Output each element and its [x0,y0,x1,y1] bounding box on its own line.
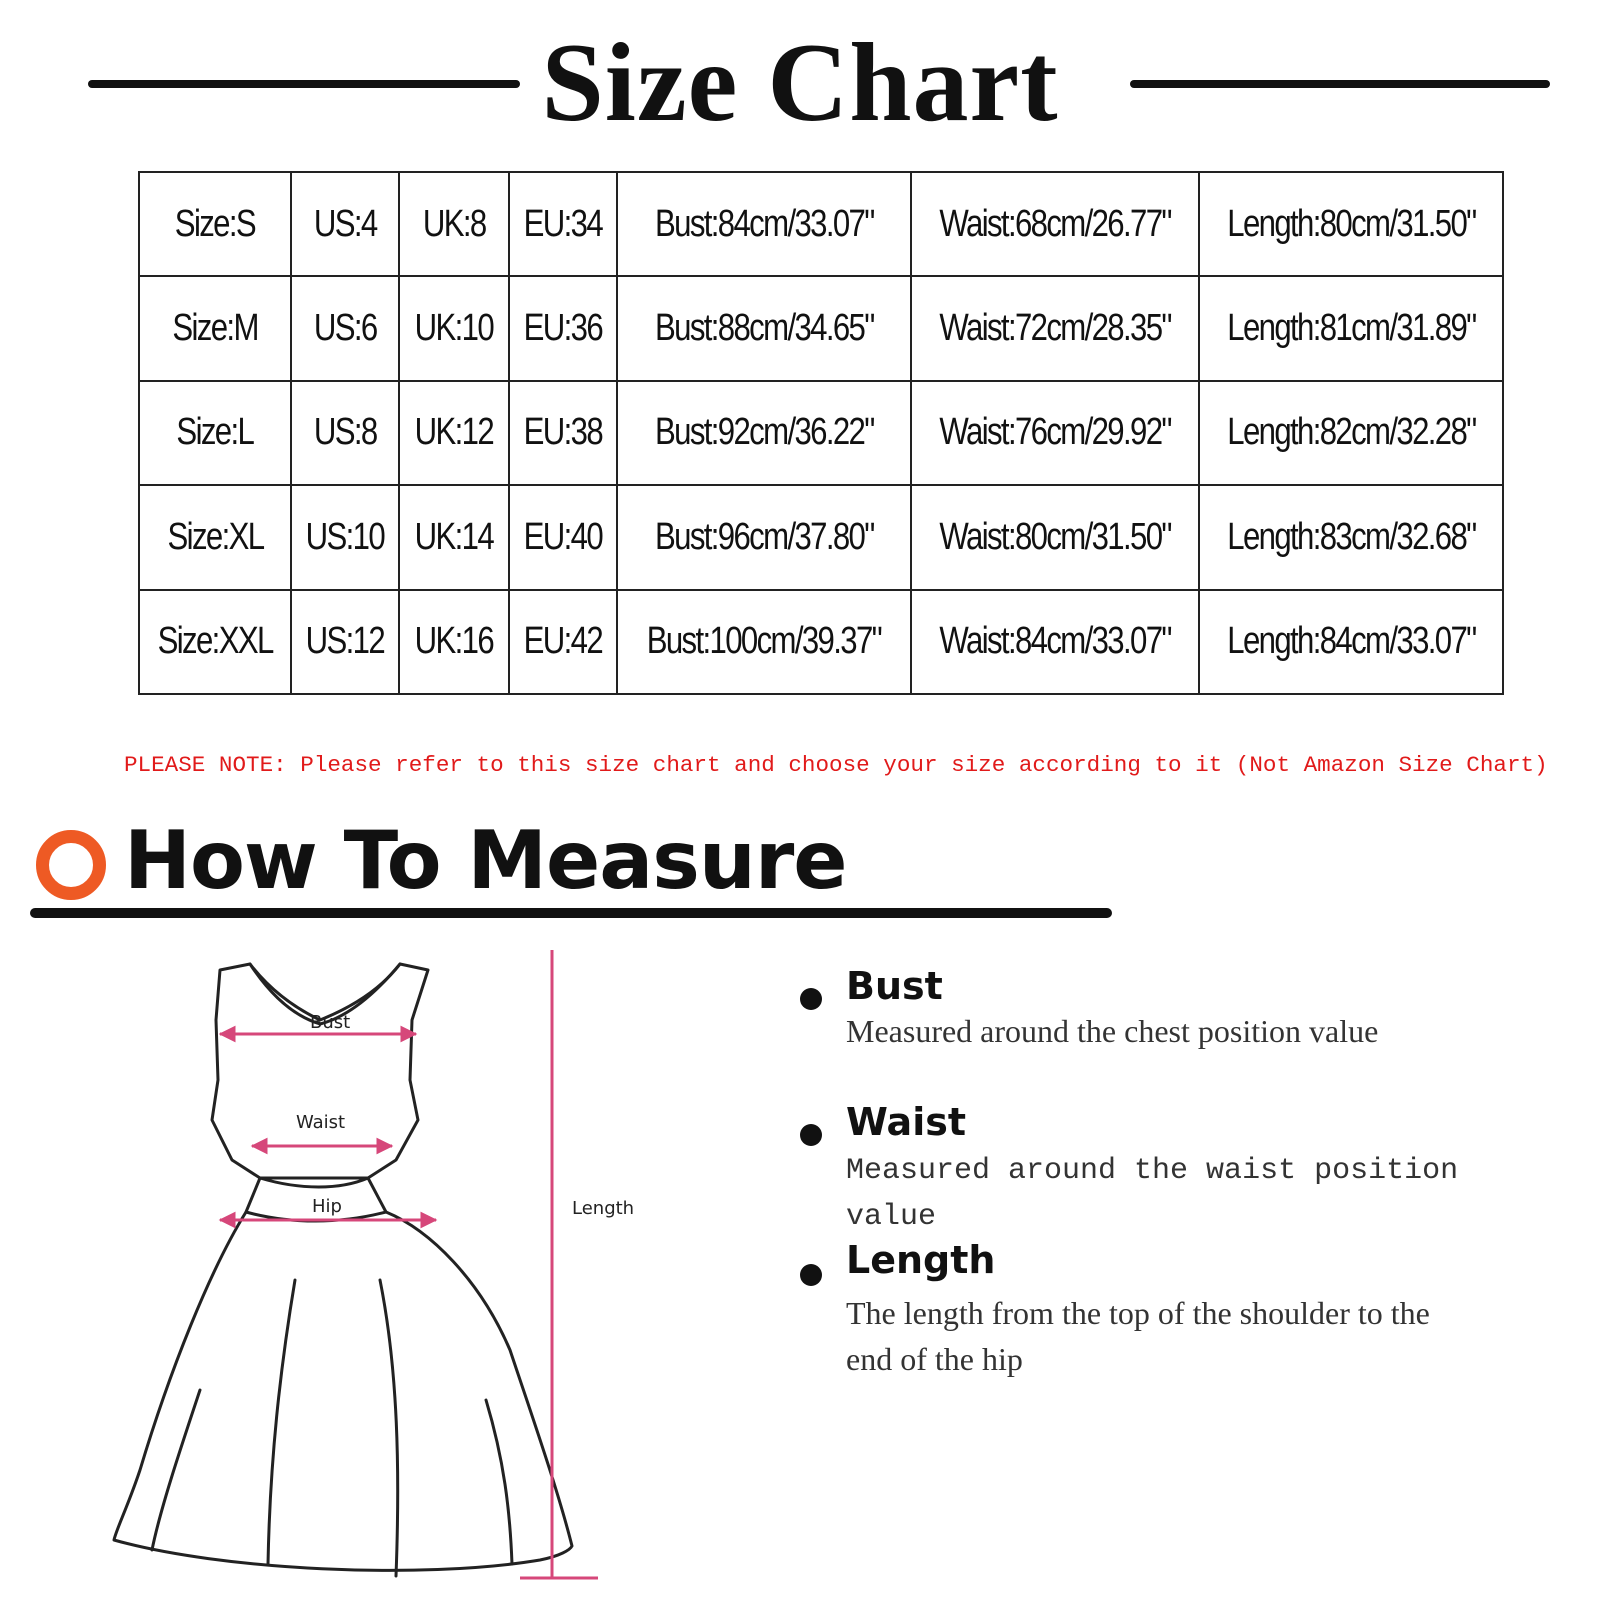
cell-size: Size:S [139,172,291,276]
size-table [138,171,1504,695]
table-row [139,590,1503,694]
table-row [139,485,1503,589]
title-left-rule [88,80,520,88]
legend-desc-bust: Measured around the chest position value [846,1013,1379,1049]
bust-label: Bust [310,1012,351,1033]
cell-size: Size:M [139,276,291,380]
cell-size: Size:XL [139,485,291,589]
cell-eu: EU:38 [509,381,617,485]
bullet-icon [800,988,822,1010]
legend-title-length: Length [846,1238,996,1282]
cell-waist: Waist:68cm/26.77" [911,172,1199,276]
bullet-icon [800,1124,822,1146]
cell-eu: EU:42 [509,590,617,694]
cell-length: Length:84cm/33.07" [1199,590,1503,694]
cell-uk: UK:8 [399,172,509,276]
dress-outline-icon [114,964,572,1576]
cell-waist: Waist:80cm/31.50" [911,485,1199,589]
cell-waist: Waist:72cm/28.35" [911,276,1199,380]
cell-uk: UK:12 [399,381,509,485]
cell-length: Length:81cm/31.89" [1199,276,1503,380]
cell-eu: EU:40 [509,485,617,589]
ring-icon [36,830,106,900]
cell-size: Size:XXL [139,590,291,694]
cell-length: Length:82cm/32.28" [1199,381,1503,485]
legend-title-bust: Bust [846,964,943,1008]
cell-length: Length:80cm/31.50" [1199,172,1503,276]
dress-diagram [100,950,660,1590]
size-chart-note: PLEASE NOTE: Please refer to this size chart and choose your size according to it (Not Amazon Size Chart) [124,752,1548,778]
table-row [139,381,1503,485]
legend-desc-length: The length from the top of the shoulder to the end of the hip [846,1295,1430,1377]
how-to-measure-title: How To Measure [124,814,847,907]
how-to-measure-rule [30,908,1112,918]
cell-uk: UK:14 [399,485,509,589]
table-row [139,172,1503,276]
cell-waist: Waist:76cm/29.92" [911,381,1199,485]
cell-waist: Waist:84cm/33.07" [911,590,1199,694]
cell-us: US:6 [291,276,399,380]
cell-bust: Bust:96cm/37.80" [617,485,911,589]
cell-bust: Bust:92cm/36.22" [617,381,911,485]
hip-label: Hip [312,1196,342,1217]
bullet-icon [800,1264,822,1286]
page-title: Size Chart [541,21,1059,145]
cell-us: US:10 [291,485,399,589]
cell-bust: Bust:88cm/34.65" [617,276,911,380]
cell-us: US:12 [291,590,399,694]
length-label: Length [572,1198,635,1219]
cell-eu: EU:36 [509,276,617,380]
cell-bust: Bust:100cm/39.37" [617,590,911,694]
cell-uk: UK:16 [399,590,509,694]
cell-size: Size:L [139,381,291,485]
cell-eu: EU:34 [509,172,617,276]
cell-us: US:4 [291,172,399,276]
cell-length: Length:83cm/32.68" [1199,485,1503,589]
table-row [139,276,1503,380]
title-right-rule [1130,80,1550,88]
measurement-lines [220,950,598,1578]
legend-title-waist: Waist [846,1100,967,1144]
cell-us: US:8 [291,381,399,485]
waist-label: Waist [296,1112,346,1133]
cell-bust: Bust:84cm/33.07" [617,172,911,276]
cell-uk: UK:10 [399,276,509,380]
legend-desc-waist: Measured around the waist position value [846,1154,1459,1234]
